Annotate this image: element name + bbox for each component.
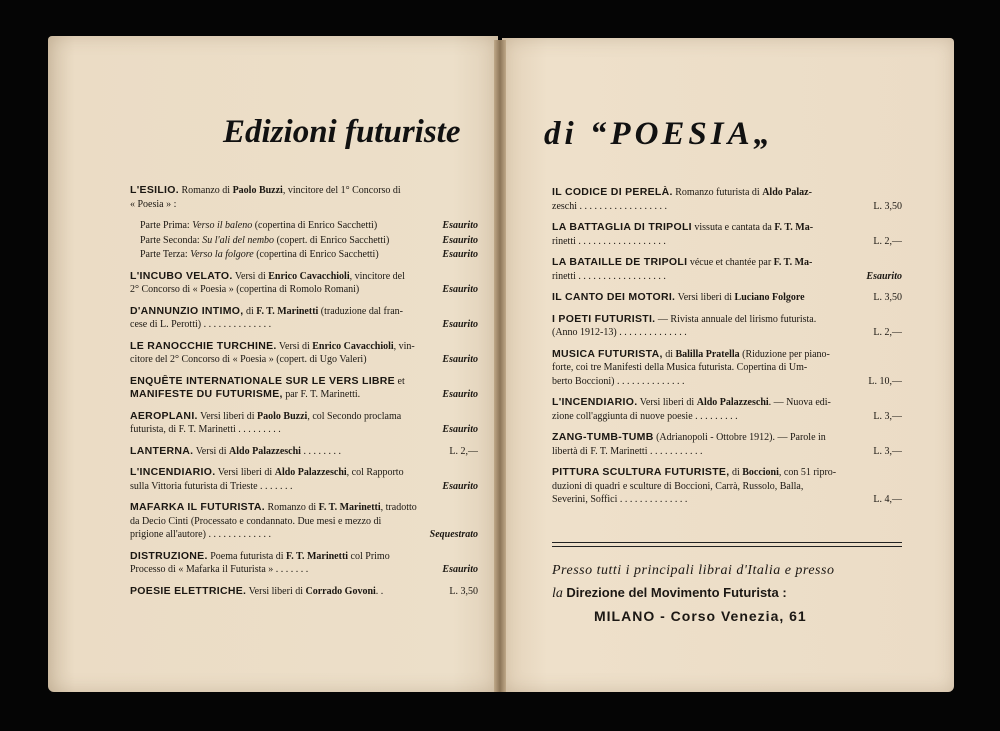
book-description: Versi di bbox=[193, 445, 230, 457]
book-title: DISTRUZIONE. bbox=[130, 549, 208, 562]
book-price: L. 2,— bbox=[873, 235, 902, 247]
divider-rule bbox=[552, 546, 902, 547]
availability-status: Esaurito bbox=[442, 319, 478, 330]
book-title: MUSICA FUTURISTA, bbox=[552, 347, 663, 360]
book-author: Paolo Buzzi bbox=[257, 410, 308, 422]
book-price: L. 3,50 bbox=[873, 200, 902, 212]
book-author: Aldo Palazzeschi bbox=[229, 445, 301, 457]
book-description-cont: cese di L. Perotti) . . . . . . . . . . . . . . bbox=[130, 319, 272, 330]
book-description: di bbox=[662, 348, 676, 360]
availability-status: Esaurito bbox=[442, 220, 478, 231]
footer-line-2 bbox=[552, 585, 787, 602]
catalog-entry bbox=[552, 348, 902, 389]
book-description: Versi di bbox=[276, 340, 313, 352]
right-page bbox=[502, 38, 954, 692]
footer-address: MILANO - Corso Venezia, 61 bbox=[594, 608, 807, 624]
catalog-entry bbox=[130, 501, 478, 542]
book-price: L. 4,— bbox=[873, 494, 902, 505]
book-title: MAFARKA IL FUTURISTA. bbox=[130, 501, 266, 513]
book-title: LA BATAILLE DE TRIPOLI bbox=[552, 256, 688, 268]
book-description-cont: duzioni di quadri e sculture di Boccioni, Carrà, Russolo, Balla, bbox=[552, 480, 804, 492]
catalog-entry bbox=[552, 291, 902, 305]
part-label: Parte Prima: bbox=[140, 220, 193, 231]
book-title: POESIE ELETTRICHE. bbox=[130, 584, 247, 597]
book-title: PITTURA SCULTURA FUTURISTE, bbox=[552, 466, 730, 478]
book-description-cont: , vin- bbox=[393, 340, 415, 352]
book-description-cont: , vincitore del bbox=[349, 270, 405, 282]
book-title-cont: MANIFESTE DU FUTURISME, bbox=[130, 388, 283, 400]
catalog-entry bbox=[552, 431, 902, 458]
catalog-entry bbox=[552, 186, 902, 213]
book-description-cont: zione coll'aggiunta di nuove poesie . . . . . . . . . bbox=[552, 410, 738, 422]
book-title: LE RANOCCHIE TURCHINE. bbox=[130, 339, 277, 352]
book-price: L. 3,50 bbox=[449, 585, 478, 597]
book-description-cont: futurista, di F. T. Marinetti . . . . . . . . . bbox=[130, 424, 281, 435]
book-title: ZANG-TUMB-TUMB bbox=[552, 431, 654, 443]
book-description: Romanzo futurista di bbox=[672, 187, 763, 198]
book-title: D'ANNUNZIO INTIMO, bbox=[130, 304, 244, 317]
left-catalog-list bbox=[130, 184, 478, 606]
book-description-cont: berto Boccioni) . . . . . . . . . . . . . . bbox=[552, 375, 685, 387]
book-author: F. T. Marinetti bbox=[286, 550, 349, 562]
book-price: L. 3,— bbox=[873, 410, 902, 422]
book-description-cont: sulla Vittoria futurista di Trieste . . . . . . . bbox=[130, 480, 293, 492]
book-description: di bbox=[729, 467, 743, 478]
availability-status: Esaurito bbox=[442, 389, 478, 400]
availability-status: Sequestrato bbox=[429, 529, 478, 540]
book-description: Versi liberi di bbox=[246, 585, 306, 597]
book-description-cont: , col Secondo proclama bbox=[307, 410, 402, 422]
catalog-entry bbox=[130, 184, 478, 211]
catalog-entry bbox=[130, 410, 478, 437]
catalog-entry bbox=[130, 234, 478, 248]
catalog-entry bbox=[130, 466, 478, 493]
book-description-cont: , tradotto bbox=[380, 502, 417, 513]
part-cover-note: (copert. di Enrico Sacchetti) bbox=[274, 234, 390, 246]
catalog-entry bbox=[130, 270, 478, 297]
book-title: L'INCENDIARIO. bbox=[130, 466, 216, 478]
book-price: L. 2,— bbox=[873, 327, 902, 338]
book-author: Aldo Palaz- bbox=[762, 187, 812, 198]
book-description-cont: rinetti . . . . . . . . . . . . . . . . . . bbox=[552, 270, 666, 282]
book-author: Enrico Cavacchioli bbox=[312, 340, 394, 352]
book-title: LANTERNA. bbox=[130, 444, 194, 457]
left-page bbox=[48, 36, 498, 692]
book-description: Versi liberi di bbox=[637, 397, 697, 408]
availability-status: Esaurito bbox=[442, 564, 478, 575]
catalog-entry bbox=[552, 396, 902, 423]
book-title: L'ESILIO. bbox=[130, 184, 179, 196]
book-author: F. T. Ma- bbox=[774, 222, 814, 233]
book-author: Balilla Pratella bbox=[675, 348, 740, 360]
availability-status: Esaurito bbox=[442, 480, 478, 492]
catalog-entry bbox=[130, 550, 478, 577]
book-description-cont: Processo di « Mafarka il Futurista » . . . . . . . bbox=[130, 564, 309, 575]
catalog-entry bbox=[130, 585, 478, 599]
book-description-cont: « Poesia » : bbox=[130, 198, 177, 210]
book-description-cont: forte, coi tre Manifesti della Musica futurista. Copertina di Um- bbox=[552, 362, 808, 373]
book-description: vissuta e cantata da bbox=[691, 222, 775, 233]
book-price: L. 3,50 bbox=[873, 292, 902, 303]
book-title: L'INCUBO VELATO. bbox=[130, 269, 233, 282]
book-title: I POETI FUTURISTI. bbox=[552, 312, 656, 325]
book-description-cont: (Anno 1912-13) . . . . . . . . . . . . . . bbox=[552, 327, 687, 338]
footer-line-2-pre: la bbox=[552, 586, 567, 601]
book-description: Romanzo di bbox=[265, 502, 319, 513]
book-title: AEROPLANI. bbox=[130, 409, 198, 422]
book-description-cont: citore del 2° Concorso di « Poesia » (copert. di Ugo Valeri) bbox=[130, 354, 367, 365]
availability-status: Esaurito bbox=[442, 234, 478, 246]
book-description-cont: zeschi . . . . . . . . . . . . . . . . . . bbox=[552, 200, 667, 212]
book-author: Enrico Cavacchioli bbox=[268, 270, 350, 282]
book-description: Poema futurista di bbox=[207, 550, 287, 562]
right-catalog-list bbox=[552, 186, 902, 515]
catalog-entry bbox=[130, 305, 478, 332]
part-title: Verso la folgore bbox=[190, 249, 254, 260]
book-price: L. 2,— bbox=[449, 445, 478, 457]
part-cover-note: (copertina di Enrico Sacchetti) bbox=[253, 249, 379, 260]
book-author: Paolo Buzzi bbox=[232, 185, 283, 196]
catalog-entry bbox=[552, 313, 902, 340]
availability-status: Esaurito bbox=[866, 270, 902, 282]
availability-status: Esaurito bbox=[442, 424, 478, 435]
book-author: Boccioni bbox=[742, 467, 779, 478]
catalog-entry bbox=[130, 248, 478, 262]
book-description-cont: 2° Concorso di « Poesia » (copertina di Romolo Romani) bbox=[130, 284, 360, 295]
catalog-entry bbox=[552, 466, 902, 507]
book-description: Versi liberi di bbox=[215, 467, 275, 478]
divider-rule bbox=[552, 542, 902, 543]
book-description-cont: . . . . . . . . bbox=[300, 445, 341, 457]
book-title: IL CODICE DI PERELÀ. bbox=[552, 186, 673, 198]
left-page-title: Edizioni futuriste bbox=[223, 114, 461, 150]
book-description-cont: da Decio Cinti (Processato e condannato. Due mesi e mezzo di bbox=[130, 515, 382, 527]
book-description-cont: . — Nuova edi- bbox=[768, 397, 831, 408]
book-title: L'INCENDIARIO. bbox=[552, 396, 638, 408]
catalog-entry bbox=[552, 221, 902, 248]
book-description-cont: Severini, Soffici . . . . . . . . . . . . . . bbox=[552, 494, 688, 505]
catalog-entry bbox=[130, 340, 478, 367]
book-author: Aldo Palazzeschi bbox=[696, 397, 769, 408]
catalog-entry bbox=[130, 445, 478, 459]
right-page-title: di “POESIA„ bbox=[544, 116, 775, 152]
book-description: et bbox=[395, 375, 405, 387]
book-description-cont: libertà di F. T. Marinetti . . . . . . . . . . . bbox=[552, 445, 703, 457]
part-cover-note: (copertina di Enrico Sacchetti) bbox=[252, 220, 378, 231]
availability-status: Esaurito bbox=[442, 249, 478, 260]
book-description-cont: col Primo bbox=[348, 550, 390, 562]
availability-status: Esaurito bbox=[442, 284, 478, 295]
book-description: Romanzo di bbox=[178, 185, 233, 196]
part-title: Verso il baleno bbox=[192, 220, 253, 231]
book-title: IL CANTO DEI MOTORI. bbox=[552, 291, 676, 303]
catalog-entry bbox=[552, 256, 902, 283]
footer-line-1: Presso tutti i principali librai d'Italia e presso bbox=[552, 563, 835, 578]
book-description-cont: . . bbox=[375, 585, 384, 597]
book-description-cont: , con 51 ripro- bbox=[778, 467, 837, 478]
book-description: Versi liberi di bbox=[197, 410, 258, 422]
book-author: Luciano Folgore bbox=[734, 292, 805, 303]
part-title: Su l'ali del nembo bbox=[202, 234, 275, 246]
book-description-cont: prigione all'autore) . . . . . . . . . . . . . bbox=[130, 529, 271, 540]
book-description-cont: rinetti . . . . . . . . . . . . . . . . . . bbox=[552, 235, 666, 247]
book-author: Aldo Palazzeschi bbox=[274, 467, 347, 478]
part-label: Parte Seconda: bbox=[140, 234, 203, 246]
book-description-cont: , vincitore del 1° Concorso di bbox=[282, 185, 401, 196]
book-gutter bbox=[494, 40, 506, 692]
book-description: vécue et chantée par bbox=[687, 257, 774, 268]
book-description: di bbox=[243, 305, 257, 317]
book-price: L. 10,— bbox=[868, 375, 902, 387]
book-title: ENQUÊTE INTERNATIONALE SUR LE VERS LIBRE bbox=[130, 374, 395, 387]
footer-direction: Direzione del Movimento Futurista : bbox=[566, 585, 787, 600]
book-description-cont: par F. T. Marinetti. bbox=[282, 389, 361, 400]
availability-status: Esaurito bbox=[442, 354, 478, 365]
book-description-cont: (traduzione dal fran- bbox=[318, 305, 403, 317]
catalog-entry bbox=[130, 375, 478, 402]
book-author: Corrado Govoni bbox=[305, 585, 376, 597]
book-author: F. T. Marinetti bbox=[256, 305, 319, 317]
catalog-entry bbox=[130, 219, 478, 233]
book-title: LA BATTAGLIA DI TRIPOLI bbox=[552, 221, 692, 233]
book-description-cont: , col Rapporto bbox=[346, 467, 404, 478]
part-label: Parte Terza: bbox=[140, 249, 191, 260]
book-description-cont: (Riduzione per piano- bbox=[739, 348, 830, 360]
book-description: Versi liberi di bbox=[675, 292, 735, 303]
book-author: F. T. Marinetti bbox=[318, 502, 381, 513]
book-description: — Rivista annuale del lirismo futurista. bbox=[655, 313, 817, 325]
book-description: Versi di bbox=[232, 270, 269, 282]
book-author: F. T. Ma- bbox=[773, 257, 813, 268]
book-price: L. 3,— bbox=[873, 445, 902, 457]
book-description: (Adrianopoli - Ottobre 1912). — Parole in bbox=[653, 432, 826, 443]
